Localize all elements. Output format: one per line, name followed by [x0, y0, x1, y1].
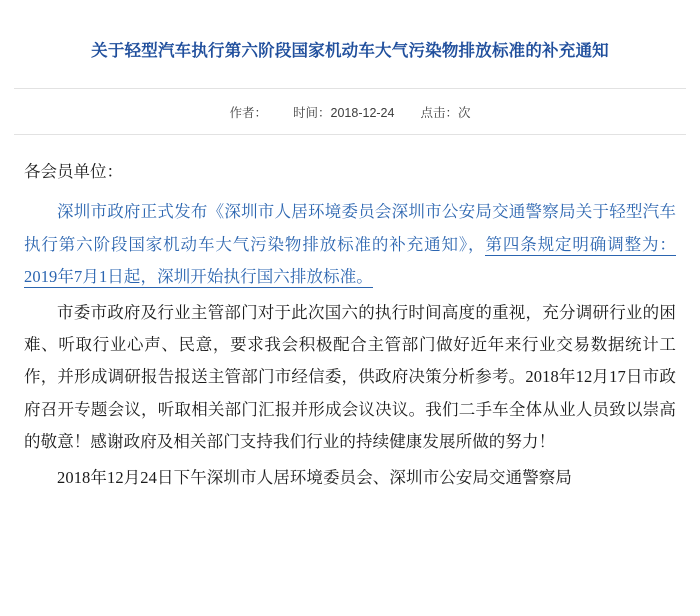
- meta-hits: [420, 103, 470, 121]
- meta-hits-label: 点击：: [420, 105, 458, 120]
- meta-author-label: 作者：: [229, 105, 267, 120]
- paragraph-3: [24, 462, 676, 494]
- paragraph-1-segment-2-highlight: 第四条规定明确调整为：2019年7月1日起，深圳开始执行国六排放标准。: [24, 234, 676, 286]
- page-title: 关于轻型汽车执行第六阶段国家机动车大气污染物排放标准的补充通知: [91, 42, 609, 61]
- article-meta: [0, 89, 700, 134]
- paragraph-2: [24, 297, 676, 458]
- paragraph-3-text: 2018年12月24日下午深圳市人居环境委员会、深圳市公安局交通警察局: [57, 467, 572, 487]
- meta-time-label: 时间：: [293, 105, 331, 120]
- meta-time-value: 2018-12-24: [330, 105, 395, 120]
- paragraph-1: [24, 196, 676, 293]
- document-page: [0, 11, 700, 616]
- salutation: 各会员单位：: [24, 161, 123, 181]
- paragraph-2-text: 市委市政府及行业主管部门对于此次国六的执行时间高度的重视，充分调研行业的困难、听取行业心声、民意，要求我会积极配合主管部门做好近年来行业交易数据统计工作，并形成调研报告报送主管部门市经信委，供政府决策分析参考。2018年12月17日市政府召开专题会议，听取相关部门汇报并形成会议决议。我们二手车全体从业人员致以崇高的敬意！感谢政府及相关部门支持我们行业的持续健康发展所做的努力！: [24, 303, 676, 451]
- article-body: [0, 135, 700, 498]
- meta-author: [229, 103, 267, 121]
- paragraph-1-segment-1: 深圳市政府正式发布《深圳市人居环境委员会深圳市公安局交通警察局关于轻型汽车执行第六阶段国家机动车大气污染物排放标准的补充通知》，: [24, 202, 676, 254]
- meta-time: [293, 103, 394, 121]
- meta-hits-value: 次: [457, 105, 471, 120]
